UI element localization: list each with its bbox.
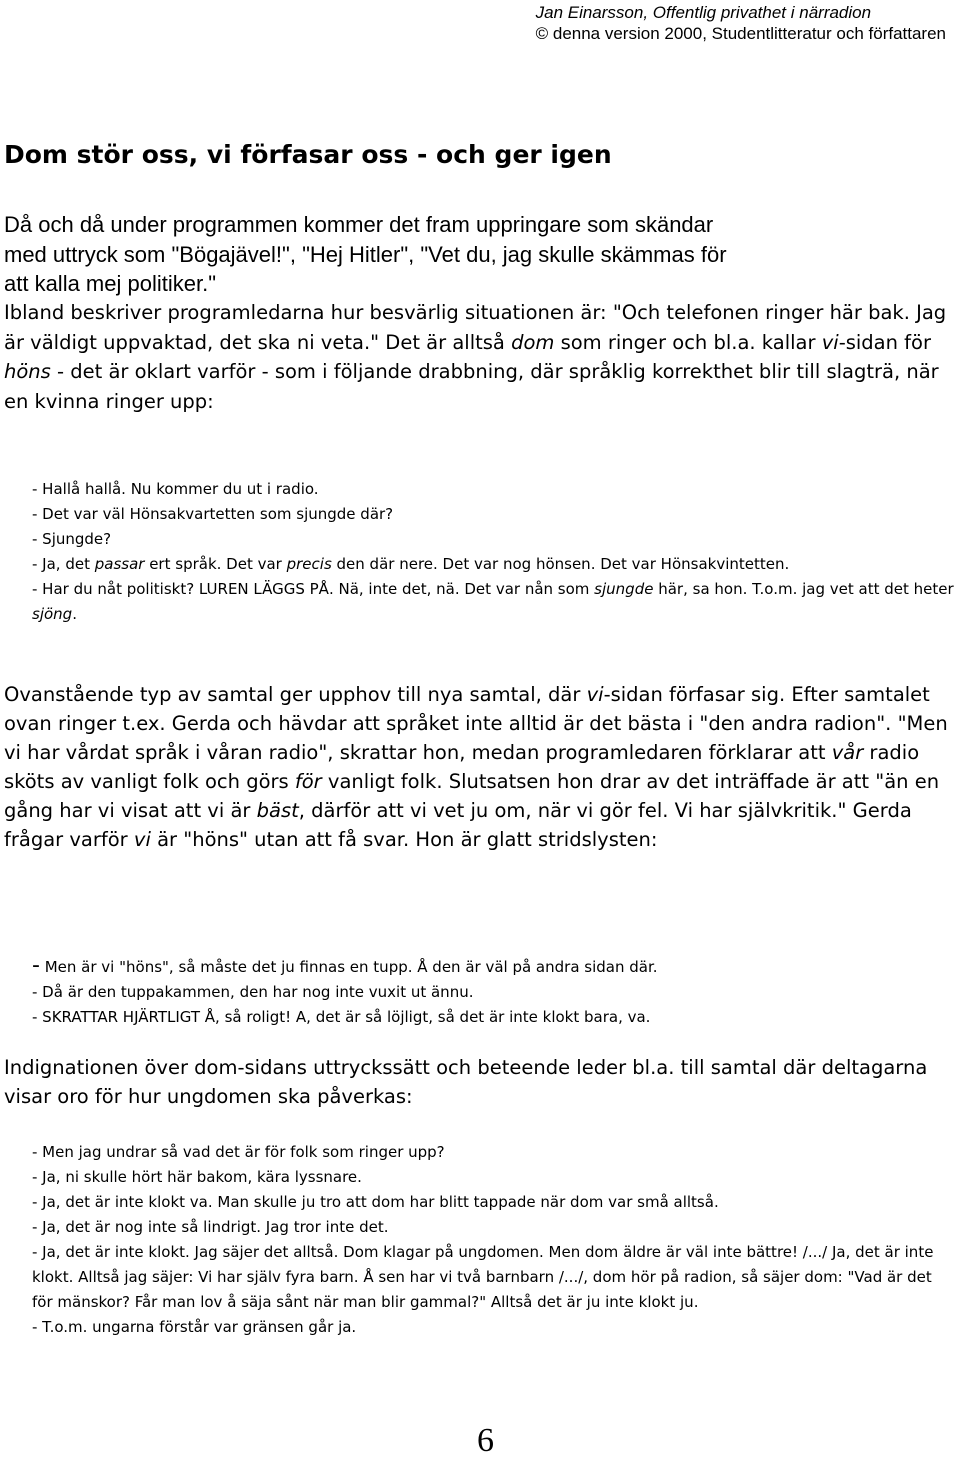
dialogue-line: - SKRATTAR HJÄRTLIGT Å, så roligt! A, det är så löjligt, så det är inte klokt bara, va. — [32, 1008, 651, 1026]
emphasis: vi — [133, 828, 151, 851]
dialogue-line — [32, 552, 957, 577]
text-run: vanligt folk. Slutsatsen hon drar av det inträffade är att "än en gång har vi visat att vi är — [4, 770, 940, 822]
running-header — [536, 2, 946, 44]
text-run: här, sa hon. T.o.m. jag vet att det heter — [653, 580, 954, 598]
text-run: radio sköts av vanligt folk och görs — [4, 741, 920, 793]
emphasis: vår — [831, 741, 864, 764]
dialogue-line: - T.o.m. ungarna förstår var gränsen går ja. — [32, 1318, 357, 1336]
text-run: - det är oklart varför - som i följande drabbning, där språklig korrekthet blir till slagträ, när en kvinna ringer upp: — [4, 360, 939, 413]
paragraph-indignation: Indignationen över dom-sidans uttryckssätt och beteende leder bl.a. till samtal där deltagarna visar oro för hur ungdomen ska påverkas: — [4, 1056, 928, 1108]
text-run: som ringer och bl.a. kallar — [554, 330, 822, 354]
emphasis: precis — [286, 555, 332, 573]
header-copyright: © denna version 2000, Studentlitteratur och författaren — [535, 24, 946, 43]
text-run: - Har du nåt politiskt? LUREN LÄGGS PÅ. Nä, inte det, nä. Det var nån som — [32, 580, 595, 598]
dialogue-block-1 — [32, 477, 957, 627]
paragraph-intro-line: Då och då under programmen kommer det fram uppringare som skändar — [4, 212, 714, 237]
text-run: -sidan förfasar sig. Efter samtalet ovan ringer t.ex. Gerda och hävdar att språket inte alltid är det bästa i "den andra radion". "Men vi har vårdat språk i våran radio", skrattar hon, medan programledaren förklarar att — [4, 683, 948, 764]
text-run: -sidan för — [838, 330, 931, 354]
paragraph-situation — [4, 298, 956, 416]
text-run: Ovanstående typ av samtal ger upphov till nya samtal, där — [4, 683, 587, 706]
dialogue-line: - Sjungde? — [32, 530, 112, 548]
paragraph-intro-line: med uttryck som "Bögajävel!", "Hej Hitler", "Vet du, jag skulle skämmas för — [4, 241, 727, 267]
dialogue-line: - Ja, det är inte klokt va. Man skulle ju tro att dom har blitt tappade när dom var små alltså. — [32, 1193, 719, 1211]
text-run: - Ja, det — [32, 555, 95, 573]
dialogue-block-2 — [32, 953, 957, 1030]
dash-mark: - — [32, 953, 40, 978]
dialogue-block-3 — [32, 1140, 957, 1340]
dialogue-line: - Ja, ni skulle hört här bakom, kära lyssnare. — [32, 1168, 362, 1186]
dialogue-line: - Men jag undrar så vad det är för folk som ringer upp? — [32, 1143, 445, 1161]
dialogue-line: - Då är den tuppakammen, den har nog inte vuxit ut ännu. — [32, 983, 474, 1001]
dialogue-line: - Ja, det är inte klokt. Jag säjer det alltså. Dom klagar på ungdomen. Men dom äldre är väl inte bättre! /.../ Ja, det är inte klokt. Alltså jag säjer: Vi har själv fyra barn. Å sen har vi två barnbarn /.../, dom hör på radion, så säjer dom: "Vad är det för mänskor? Får man lov å säja sånt när man blir gammal?" Alltså det är ju inte klokt ju. — [32, 1243, 934, 1311]
text-run: Ibland beskriver programledarna hur besvärlig situationen är: "Och telefonen ringer här bak. Jag är väldigt uppvaktad, det ska ni veta." Det är alltså — [4, 301, 947, 354]
emphasis: bäst — [256, 799, 299, 822]
dialogue-line — [32, 953, 957, 980]
emphasis: sjöng — [32, 605, 73, 623]
dialogue-line: - Det var väl Hönsakvartetten som sjungde där? — [32, 505, 394, 523]
paragraph-intro-line: att kalla mej politiker." — [4, 271, 217, 296]
page-number: 6 — [477, 1422, 494, 1459]
section-title: Dom stör oss, vi förfasar oss - och ger igen — [4, 140, 612, 169]
text-run: Men är vi "höns", så måste det ju finnas en tupp. Å den är väl på andra sidan där. — [39, 958, 658, 976]
emphasis: vi — [586, 683, 604, 706]
emphasis: för — [294, 770, 322, 793]
text-run: . — [72, 605, 77, 623]
text-run: den där nere. Det var nog hönsen. Det var Hönsakvintetten. — [331, 555, 790, 573]
dialogue-line — [32, 577, 957, 627]
emphasis: passar — [94, 555, 145, 573]
emphasis: vi — [821, 330, 839, 354]
dialogue-line: - Hallå hallå. Nu kommer du ut i radio. — [32, 480, 319, 498]
paragraph-intro — [4, 210, 954, 299]
dialogue-line: - Ja, det är nog inte så lindrigt. Jag tror inte det. — [32, 1218, 389, 1236]
header-author-title: Jan Einarsson, Offentlig privathet i närradion — [535, 3, 872, 22]
text-run: ert språk. Det var — [144, 555, 287, 573]
text-run: är "höns" utan att få svar. Hon är glatt stridslysten: — [150, 828, 658, 851]
emphasis: dom — [511, 330, 555, 354]
emphasis: höns — [4, 360, 51, 383]
text-run: , därför att vi vet ju om, när vi gör fel. Vi har självkritik." Gerda frågar varför — [4, 799, 912, 851]
emphasis: sjungde — [594, 580, 654, 598]
paragraph-reaction — [4, 680, 956, 854]
